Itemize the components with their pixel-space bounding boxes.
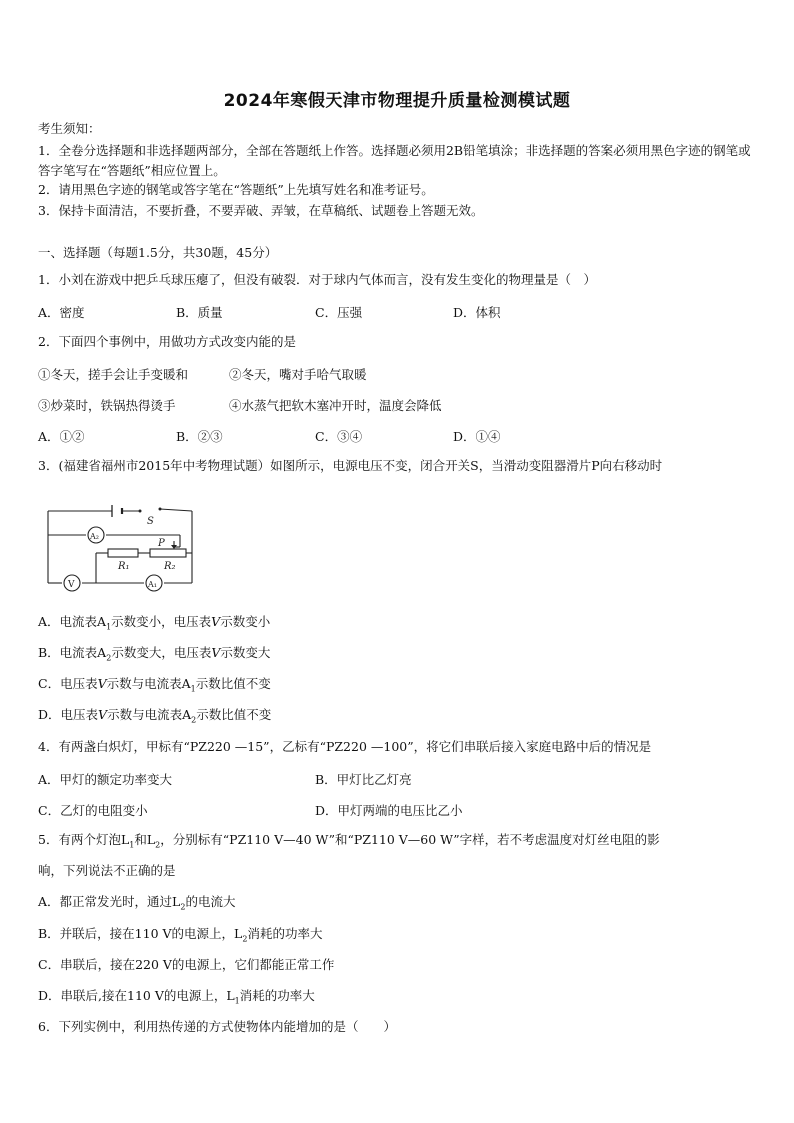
q4-option-c: C．乙灯的电阻变小 — [38, 803, 148, 818]
switch-contact — [159, 508, 162, 511]
question-2-stem: 2．下面四个事例中，用做功方式改变内能的是 — [38, 334, 296, 349]
q4-option-a: A．甲灯的额定功率变大 — [38, 772, 173, 787]
resistor-r1 — [108, 549, 138, 557]
q2-statement-1: ①冬天，搓手会让手变暖和 — [38, 367, 189, 382]
question-5-stem: 5．有两个灯泡$L_1$和$L_2$，分别标有“PZ110 V—40 W”和“PZ110 V—60 W”字样，若不考虑温度对灯丝电阻的影 — [38, 832, 660, 850]
q1-option-a: A．密度 — [38, 305, 85, 320]
q5-option-c: C．串联后，接在220 V的电源上，它们都能正常工作 — [38, 957, 335, 972]
question-1-stem: 1．小刘在游戏中把乒乓球压瘪了，但没有破裂．对于球内气体而言，没有发生变化的物理量是（ ） — [38, 272, 596, 287]
q5-option-b: B．并联后，接在110 V的电源上，$L_2$消耗的功率大 — [38, 926, 323, 944]
q4-option-d: D．甲灯两端的电压比乙小 — [315, 803, 463, 818]
notice-item-2: 2．请用黑色字迹的钢笔或答字笔在“答题纸”上先填写姓名和准考证号。 — [38, 182, 434, 197]
label-slider: P — [158, 538, 165, 549]
label-r1: R₁ — [118, 561, 130, 572]
q3-option-a: A．电流表$A_1$示数变小，电压表V示数变小 — [38, 614, 271, 632]
q3-option-d: D．电压表V示数与电流表$A_2$示数比值不变 — [38, 707, 272, 725]
q4-option-b: B．甲灯比乙灯亮 — [315, 772, 412, 787]
q2-statement-2: ②冬天，嘴对手哈气取暖 — [229, 367, 367, 382]
q1-option-c: C．压强 — [315, 305, 363, 320]
q2-option-a: A．①② — [38, 429, 85, 444]
label-a1: A₁ — [148, 580, 157, 589]
notice-heading: 考生须知： — [38, 121, 101, 136]
label-r2: R₂ — [164, 561, 176, 572]
q5-option-a: A．都正常发光时，通过$L_2$的电流大 — [38, 894, 236, 912]
q3-option-c: C．电压表V示数与电流表$A_1$示数比值不变 — [38, 676, 271, 694]
question-6-stem: 6．下列实例中，利用热传递的方式使物体内能增加的是（ ） — [38, 1019, 396, 1034]
question-5-stem-line2: 响，下列说法不正确的是 — [38, 863, 176, 878]
switch-contact — [139, 510, 142, 513]
q5-option-d: D．串联后,接在110 V的电源上，$L_1$消耗的功率大 — [38, 988, 315, 1006]
label-v: V — [68, 580, 75, 590]
switch-blade — [160, 509, 192, 511]
q3-option-b: B．电流表$A_2$示数变大，电压表V示数变大 — [38, 645, 271, 663]
q2-option-c: C．③④ — [315, 429, 363, 444]
question-3-stem: 3．(福建省福州市2015年中考物理试题）如图所示，电源电压不变，闭合开关S，当滑动变阻器滑片P向右移动时 — [38, 458, 663, 473]
label-a2: A₂ — [90, 532, 99, 541]
circuit-diagram — [40, 499, 200, 594]
notice-item-3: 3．保持卡面清洁，不要折叠，不要弄破、弄皱，在草稿纸、试题卷上答题无效。 — [38, 203, 484, 218]
q2-option-b: B．②③ — [176, 429, 223, 444]
question-4-stem: 4．有两盏白炽灯，甲标有“PZ220 —15”，乙标有“PZ220 —100”，将它们串联后接入家庭电路中后的情况是 — [38, 739, 652, 754]
notice-item-1: 1．全卷分选择题和非选择题两部分，全部在答题纸上作答。选择题必须用2B铅笔填涂；非选择题的答案必须用黑色字迹的钢笔或答字笔写在“答题纸”相应位置上。 — [38, 143, 751, 178]
label-switch: S — [147, 516, 154, 527]
q1-option-b: B．质量 — [176, 305, 223, 320]
resistor-r2 — [150, 549, 186, 557]
q2-statement-3: ③炒菜时，铁锅热得烫手 — [38, 398, 176, 413]
section-heading: 一、选择题（每题1.5分，共30题，45分） — [38, 245, 278, 260]
page-title: 2024年寒假天津市物理提升质量检测模试题 — [223, 91, 571, 111]
q2-statement-4: ④水蒸气把软木塞冲开时，温度会降低 — [229, 398, 442, 413]
q1-option-d: D．体积 — [453, 305, 501, 320]
q2-option-d: D．①④ — [453, 429, 501, 444]
